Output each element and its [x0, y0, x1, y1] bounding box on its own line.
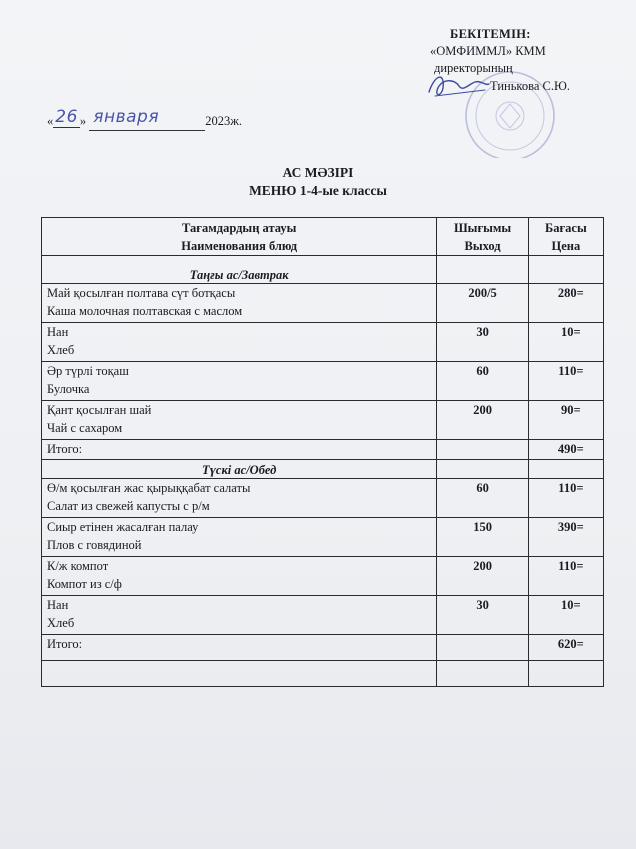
table-row: Сиыр етінен жасалған палау Плов с говядиной 150 390=	[42, 518, 604, 557]
header-name: Тағамдардың атауы Наименования блюд	[42, 218, 437, 256]
table-row: Әр түрлі тоқаш Булочка 60 110=	[42, 362, 604, 401]
date-day: 26	[55, 107, 78, 127]
approval-organization: «ОМФИММЛ» КММ	[430, 44, 546, 58]
table-row: Нан Хлеб 30 10=	[42, 323, 604, 362]
header-output: Шығымы Выход	[437, 218, 528, 256]
approval-name: Тинькова С.Ю.	[490, 79, 570, 93]
header-price: Бағасы Цена	[528, 218, 603, 256]
empty-row	[42, 661, 604, 687]
title-line-ru: МЕНЮ 1-4-ые классы	[249, 183, 387, 198]
section-label-breakfast: Таңғы ас/Завтрак	[42, 256, 437, 284]
table-header	[42, 218, 604, 256]
page-title	[0, 164, 636, 200]
table-row: Нан Хлеб 30 10=	[42, 596, 604, 635]
total-row-lunch: Итого: 620=	[42, 635, 604, 661]
date-close-quote: »	[79, 114, 87, 128]
date-month: января	[93, 107, 160, 127]
table-row: Қант қосылған шай Чай с сахаром 200 90=	[42, 401, 604, 440]
total-row-breakfast: Итого: 490=	[42, 440, 604, 460]
title-line-kz: АС МӘЗІРІ	[282, 165, 354, 180]
table-row: Ө/м қосылған жас қырыққабат салаты Салат из свежей капусты с р/м 60 110=	[42, 479, 604, 518]
approval-title: БЕКІТЕМІН:	[450, 27, 531, 41]
table-row: Май қосылған полтава сүт ботқасы Каша молочная полтавская с маслом 200/5 280=	[42, 284, 604, 323]
approval-role: директорының	[434, 61, 513, 75]
document-date	[47, 107, 243, 131]
signature-icon	[425, 66, 493, 102]
date-open-quote: «	[47, 114, 54, 128]
table-row: К/ж компот Компот из с/ф 200 110=	[42, 557, 604, 596]
section-breakfast	[42, 256, 604, 284]
menu-table	[41, 217, 604, 687]
section-lunch	[42, 460, 604, 479]
section-label-lunch: Түскі ас/Обед	[42, 460, 437, 479]
date-year: 2023ж.	[205, 114, 243, 128]
